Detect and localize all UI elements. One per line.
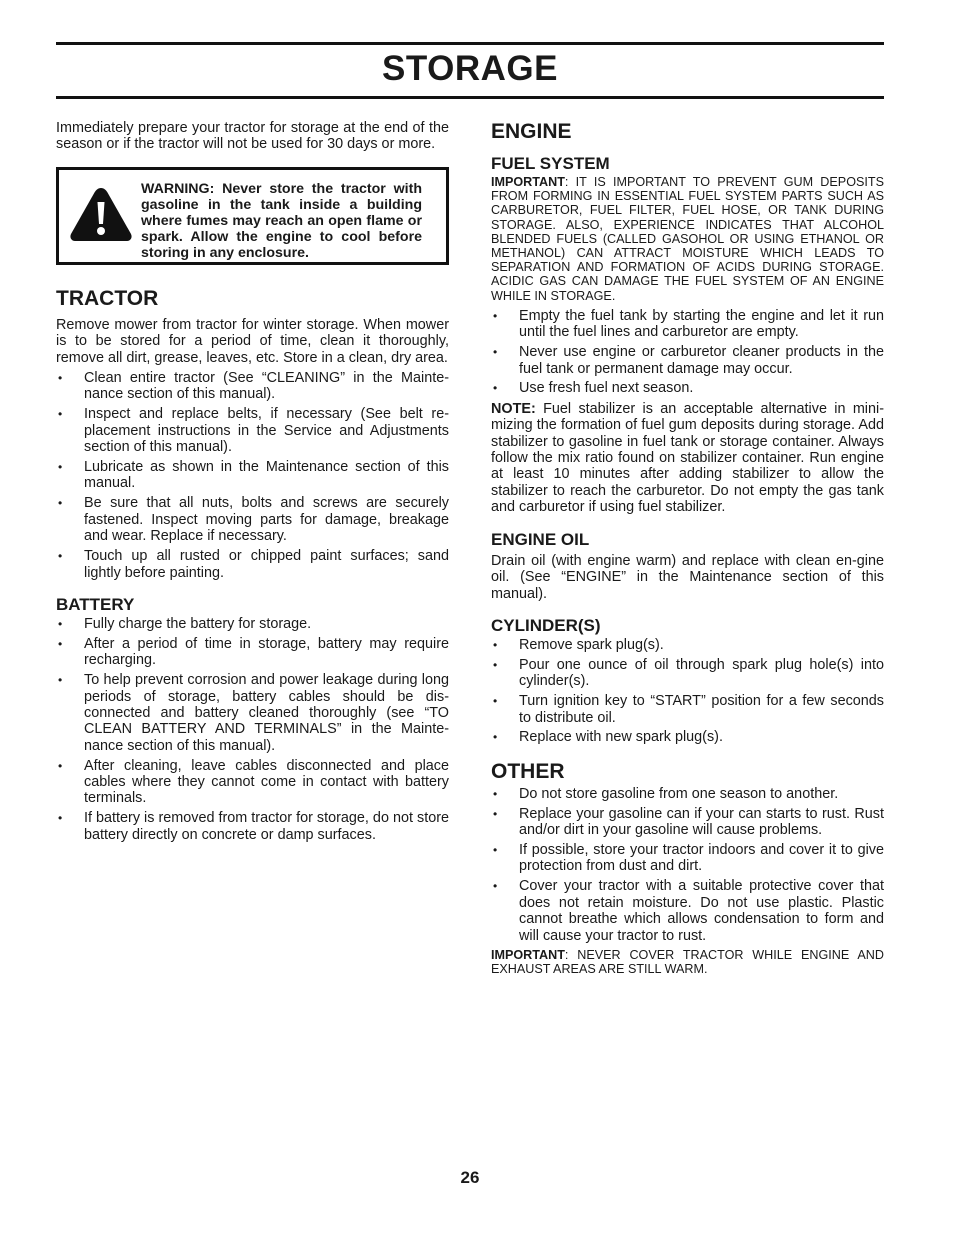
other-heading: OTHER <box>491 759 565 783</box>
list-item: • Be sure that all nuts, bolts and screws are securely fastened. Inspect moving parts for damage, breakage and wear. Replace if necessary. <box>56 495 449 544</box>
list-item: • Use fresh fuel next season. <box>491 380 884 396</box>
list-item: • After a period of time in storage, battery may require recharging. <box>56 636 449 669</box>
list-item: • Empty the fuel tank by starting the engine and let it run until the fuel lines and carburetor are empty. <box>491 308 884 341</box>
list-item: • If possible, store your tractor indoors and cover it to give protection from dust and dirt. <box>491 842 884 875</box>
warning-text: WARNING: Never store the tractor with gasoline in the tank inside a building where fumes may reach an open flame or spark. Allow the engine to cool before storing in any enclosure. <box>141 180 422 261</box>
title-bottom-rule <box>56 96 884 99</box>
tractor-heading: TRACTOR <box>56 286 159 310</box>
important-text: : NEVER COVER TRACTOR WHILE ENGINE AND EXHAUST AREAS ARE STILL WARM. <box>491 947 884 976</box>
page-title: STORAGE <box>382 49 558 88</box>
title-top-rule <box>56 42 884 45</box>
battery-heading: BATTERY <box>56 594 135 614</box>
right-column <box>491 120 884 976</box>
list-item: • Touch up all rusted or chipped paint surfaces; sand lightly before painting. <box>56 548 449 581</box>
list-item: • Remove spark plug(s). <box>491 637 884 653</box>
other-list <box>491 786 884 944</box>
list-item: • Cover your tractor with a suitable protective cover that does not retain moisture. Do not use plastic. Plastic cannot breathe which allows condensation to form and will cause your tractor to rust. <box>491 878 884 944</box>
other-important-note <box>491 948 884 976</box>
list-item: • Do not store gasoline from one season to another. <box>491 786 884 802</box>
list-item: • To help prevent corrosion and power leakage during long periods of storage, battery cables should be dis-connected and battery cleaned thoroughly (see “TO CLEAN BATTERY AND TERMINALS” in the Mainte-nance section of this manual). <box>56 672 449 754</box>
important-label: IMPORTANT <box>491 947 565 962</box>
list-item: • Clean entire tractor (See “CLEANING” in the Mainte-nance section of this manual). <box>56 370 449 403</box>
battery-list <box>56 616 449 843</box>
list-item: • If battery is removed from tractor for storage, do not store battery directly on concrete or damp surfaces. <box>56 810 449 843</box>
list-item: • Fully charge the battery for storage. <box>56 616 449 632</box>
important-text: : IT IS IMPORTANT TO PREVENT GUM DEPOSITS FROM FORMING IN ESSENTIAL FUEL SYSTEM PARTS SUCH AS CARBURETOR, FUEL FILTER, FUEL HOSE, OR TANK DURING STORAGE. ALSO, EXPERIENCE INDICATES THAT ALCOHOL BLENDED FUELS (CALLED GASOHOL OR USING ETHANOL OR METHANOL) CAN ATTRACT MOISTURE WHICH LEADS TO SEPARATION AND FORMATION OF ACIDS DURING STORAGE. ACIDIC GAS CAN DAMAGE THE FUEL SYSTEM OF AN ENGINE WHILE IN STORAGE. <box>491 175 884 303</box>
left-column <box>56 120 449 847</box>
tractor-paragraph: Remove mower from tractor for winter storage. When mower is to be stored for a period of time, clean it thoroughly, remove all dirt, grease, leaves, etc. Store in a clean, dry area. <box>56 316 449 366</box>
engine-oil-paragraph: Drain oil (with engine warm) and replace with clean en-gine oil. (See “ENGINE” in the Maintenance section of this manual). <box>491 552 884 602</box>
fuel-system-heading: FUEL SYSTEM <box>491 154 610 173</box>
list-item: • Never use engine or carburetor cleaner products in the fuel tank or permanent damage may occur. <box>491 344 884 377</box>
fuel-system-list <box>491 308 884 397</box>
cylinders-heading: CYLINDER(S) <box>491 615 601 635</box>
note-text: Fuel stabilizer is an acceptable alternative in mini-mizing the formation of fuel gum deposits during storage. Add stabilizer to gasoline in fuel tank or storage container. Always follow the mix ratio found on stabilizer container. Run engine at least 10 minutes after adding stabilizer to allow the stabilizer to reach the carburetor. Do not empty the gas tank and carburetor if using fuel stabilizer. <box>491 400 884 516</box>
exclamation-triangle-icon <box>68 185 134 243</box>
note-label: NOTE: <box>491 400 536 417</box>
list-item: • Inspect and replace belts, if necessary (See belt re-placement instructions in the Service and Adjustments section of this manual). <box>56 406 449 455</box>
list-item: • Replace your gasoline can if your can starts to rust. Rust and/or dirt in your gasoline will cause problems. <box>491 806 884 839</box>
page-number: 26 <box>460 1168 480 1187</box>
list-item: • Lubricate as shown in the Maintenance section of this manual. <box>56 459 449 492</box>
list-item: • After cleaning, leave cables disconnected and place cables where they cannot come in contact with battery terminals. <box>56 758 449 807</box>
fuel-important-note <box>491 175 884 303</box>
list-item: • Pour one ounce of oil through spark plug hole(s) into cylinder(s). <box>491 657 884 690</box>
fuel-stabilizer-note <box>491 401 884 516</box>
intro-paragraph: Immediately prepare your tractor for storage at the end of the season or if the tractor will not be used for 30 days or more. <box>56 120 449 153</box>
tractor-list <box>56 370 449 581</box>
list-item: • Turn ignition key to “START” position for a few seconds to distribute oil. <box>491 693 884 726</box>
engine-oil-heading: ENGINE OIL <box>491 529 590 549</box>
engine-heading: ENGINE <box>491 120 572 143</box>
cylinders-list <box>491 637 884 746</box>
important-label: IMPORTANT <box>491 175 565 189</box>
list-item: • Replace with new spark plug(s). <box>491 729 884 745</box>
warning-box <box>56 167 449 265</box>
